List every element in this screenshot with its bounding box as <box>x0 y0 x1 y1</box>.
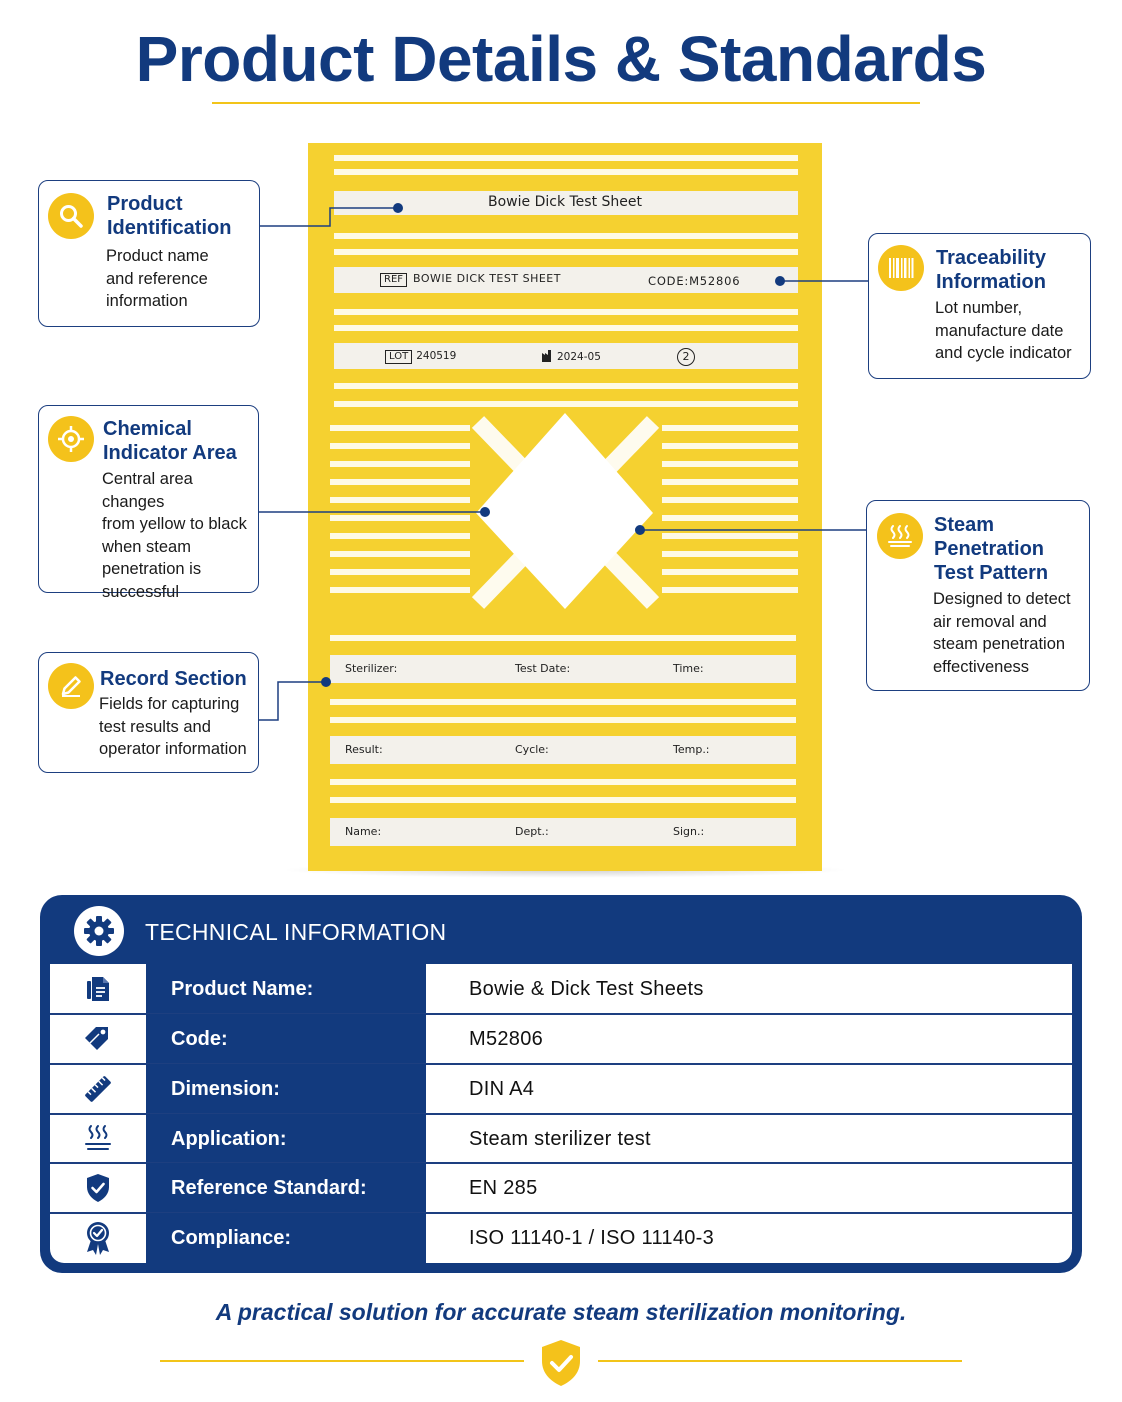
row-label: Dimension: <box>146 1064 426 1114</box>
callout-body-line: Fields for capturing <box>99 695 240 713</box>
record-panel-2 <box>330 736 796 764</box>
callout-body-line: Product name <box>106 247 209 265</box>
record-panel-3 <box>330 818 796 846</box>
sheet-lot-line <box>385 350 456 364</box>
row-label: Code: <box>146 1014 426 1064</box>
callout-body-line: steam penetration <box>933 635 1066 653</box>
callout-heading: Traceability <box>936 247 1047 269</box>
row-value: M52806 <box>469 1027 544 1050</box>
cycle-symbol: 2 <box>677 348 695 366</box>
row-label: Product Name: <box>146 964 426 1014</box>
callout-heading: Penetration <box>934 538 1045 560</box>
field-sign: Sign.: <box>673 825 705 838</box>
callout-body <box>933 588 1071 678</box>
table-row <box>50 1114 1072 1164</box>
callout-body-line: Lot number, <box>935 299 1023 317</box>
target-icon <box>48 416 94 462</box>
test-sheet <box>308 143 822 871</box>
callout-heading: Indicator Area <box>103 442 237 464</box>
callout-heading: Record Section <box>100 668 247 690</box>
callout-traceability <box>868 233 1091 379</box>
callout-heading: Test Pattern <box>934 562 1049 584</box>
callout-product-identification <box>38 180 260 327</box>
row-value: Steam sterilizer test <box>469 1127 651 1150</box>
lot-value: 240519 <box>416 350 457 362</box>
tag-icon <box>50 1014 146 1064</box>
ref-symbol: REF <box>380 273 407 287</box>
row-label: Compliance: <box>146 1213 426 1263</box>
field-temp: Temp.: <box>673 743 710 756</box>
document-icon <box>50 964 146 1014</box>
ruler-icon <box>50 1064 146 1114</box>
steam-icon <box>50 1114 146 1164</box>
footer-rule-right <box>598 1360 962 1362</box>
manufacture-date: 2024-05 <box>557 351 601 363</box>
lot-symbol: LOT <box>385 350 412 364</box>
steam-icon <box>877 513 923 559</box>
shield-check-icon <box>50 1163 146 1213</box>
pencil-icon <box>48 663 94 709</box>
gear-icon <box>74 906 124 956</box>
callout-body-line: test results and <box>99 717 211 736</box>
field-name: Name: <box>345 825 382 838</box>
tagline: A practical solution for accurate steam sterilization monitoring. <box>215 1299 907 1325</box>
barcode-icon <box>878 245 924 291</box>
sheet-code: CODE:M52806 <box>648 274 741 288</box>
field-time: Time: <box>673 662 704 675</box>
callout-body-line: information <box>106 292 188 310</box>
callout-heading: Steam <box>934 514 995 536</box>
callout-heading: Information <box>936 271 1046 293</box>
row-label: Application: <box>146 1114 426 1164</box>
table-row <box>50 1014 1072 1064</box>
callout-body-line: Designed to detect <box>933 590 1071 608</box>
callout-body <box>99 693 247 761</box>
callout-steam-penetration <box>866 500 1090 691</box>
field-sterilizer: Sterilizer: <box>345 662 398 675</box>
sheet-ref-line <box>380 272 561 287</box>
callout-heading: Product <box>107 193 183 215</box>
row-label: Reference Standard: <box>146 1163 426 1213</box>
callout-body <box>102 468 258 603</box>
field-test-date: Test Date: <box>515 662 571 675</box>
callout-body-line: and reference <box>106 269 208 288</box>
row-value: Bowie & Dick Test Sheets <box>469 977 704 1000</box>
callout-heading: Identification <box>107 217 232 239</box>
row-value: DIN A4 <box>469 1077 535 1100</box>
award-icon <box>50 1213 146 1263</box>
callout-body-line: Central area changes <box>102 470 193 511</box>
callout-body-line: and cycle indicator <box>935 344 1072 362</box>
field-result: Result: <box>345 743 383 756</box>
callout-record-section <box>38 652 259 773</box>
sheet-header-text: Bowie Dick Test Sheet <box>488 194 642 210</box>
callout-body-line: effectiveness <box>933 657 1030 676</box>
ref-product-name: BOWIE DICK TEST SHEET <box>413 272 561 285</box>
callout-body <box>935 297 1072 365</box>
field-dept: Dept.: <box>515 825 549 838</box>
table-row <box>50 1163 1072 1213</box>
callout-body <box>106 245 209 313</box>
callout-body-line: when steam <box>102 537 191 556</box>
callout-body-line: successful <box>102 582 180 601</box>
callout-body-line: manufacture date <box>935 321 1064 340</box>
callout-heading: Chemical <box>103 418 192 440</box>
row-value: ISO 11140-1 / ISO 11140-3 <box>469 1226 715 1249</box>
technical-info-title: TECHNICAL INFORMATION <box>145 919 447 945</box>
table-row <box>50 964 1072 1014</box>
search-icon <box>48 193 94 239</box>
table-row <box>50 1213 1072 1263</box>
factory-icon <box>542 350 553 362</box>
table-row <box>50 1064 1072 1114</box>
sheet-date-line <box>542 350 601 363</box>
title-underline <box>212 102 920 104</box>
page-title: Product Details & Standards <box>135 23 987 95</box>
callout-body-line: operator information <box>99 740 247 758</box>
footer-rule-left <box>160 1360 524 1362</box>
shield-check-icon <box>538 1338 584 1388</box>
callout-body-line: from yellow to black <box>102 515 247 533</box>
row-value: EN 285 <box>469 1176 538 1199</box>
callout-body-line: penetration is <box>102 560 202 578</box>
callout-chemical-indicator <box>38 405 259 601</box>
field-cycle: Cycle: <box>515 743 549 756</box>
callout-body-line: air removal and <box>933 612 1047 631</box>
